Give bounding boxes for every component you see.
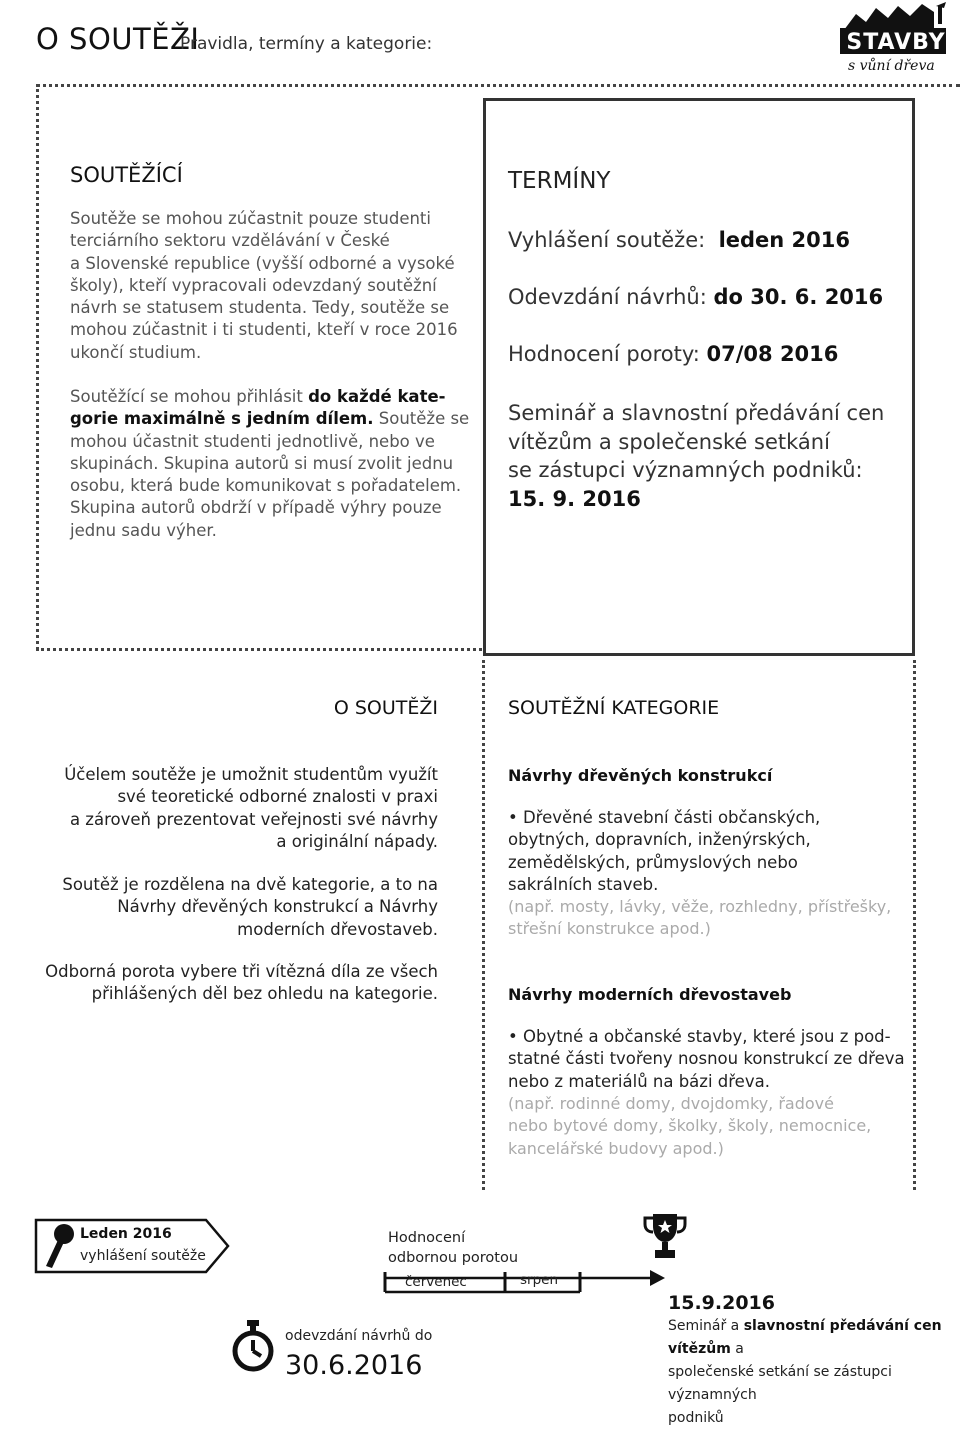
timeline-final-date: 15.9.2016 (668, 1292, 775, 1314)
soutezici-heading: SOUTĚŽÍCÍ (70, 163, 183, 187)
soutezici-paragraph-2: Soutěžící se mohou přihlásit do každé kate- gorie maximálně s jedním dílem. Soutěže se mohou účastnit studenti jednotlivě, nebo ve skupinách. Skupina autorů si musí zvolit jednu osobu, která bude komunikovat s pořadatelem. Skupina autorů obdrží v případě výhry pouze jednu sadu výher. (70, 387, 470, 540)
timeline-deadline-date: 30.6.2016 (285, 1350, 423, 1381)
category-1-title: Návrhy dřevěných konstrukcí (508, 766, 773, 785)
soutezici-paragraph-1: Soutěže se mohou zúčastnit pouze studenti terciárního sektoru vzdělávání v České a Slovenské republice (vyšší odborné a vysoké školy), kteří vypracovali odevzdaný soutěžní návrh se statusem studenta. Tedy, soutěže se mohou zúčastnit i ti studenti, kteří v roce 2016 ukončí studium. (70, 209, 458, 362)
timeline-deadline-label: odevzdání návrhů do (285, 1328, 433, 1344)
category-1-text: • Dřevěné stavební části občanských, obytných, dopravních, inženýrských, zemědělských, průmyslových nebo sakrálních staveb. (508, 808, 821, 894)
timeline-arrowhead (650, 1270, 665, 1286)
page-subtitle: Pravidla, termíny a kategorie: (180, 34, 433, 54)
dotted-divider-right (913, 660, 916, 1190)
timeline-final-text: Seminář a slavnostní předávání cen vítězům a společenské setkání se zástupci významných podniků (668, 1318, 942, 1426)
category-2-title: Návrhy moderních dřevostaveb (508, 985, 792, 1004)
terminy-heading: TERMÍNY (508, 168, 611, 194)
microphone-icon (40, 1222, 76, 1274)
kategorie-heading: SOUTĚŽNÍ KATEGORIE (508, 697, 720, 719)
category-2-text: • Obytné a občanské stavby, které jsou z pod- statné části tvořeny nosnou konstrukcí ze dřeva nebo z materiálů na bázi dřeva. (508, 1027, 905, 1091)
dotted-divider-mid (36, 648, 482, 651)
dotted-divider-left (36, 84, 39, 650)
logo-word: STAVBY (846, 30, 946, 55)
o-soutezi-paragraph-1: Účelem soutěže je umožnit studentům využít své teoretické odborné znalosti v praxi a zároveň prezentovat veřejnosti své návrhy a originální nápady. (64, 765, 438, 851)
dotted-divider-center (482, 660, 485, 1190)
o-soutezi-paragraph-3: Odborná porota vybere tři vítězná díla ze všech přihlášených děl bez ohledu na kategorie. (45, 962, 438, 1004)
timeline-jury-label: Hodnocení odbornou porotou (388, 1230, 519, 1266)
terminy-odevzdani: Odevzdání návrhů: do 30. 6. 2016 (508, 285, 884, 309)
dotted-divider-top (36, 84, 960, 87)
o-soutezi-heading: O SOUTĚŽI (333, 697, 438, 719)
timeline-start-sub: vyhlášení soutěže (80, 1248, 206, 1264)
timeline-start-title: Leden 2016 (80, 1226, 172, 1242)
timeline-month-august: srpen (520, 1272, 559, 1288)
o-soutezi-paragraph-2: Soutěž je rozdělena na dvě kategorie, a to na Návrhy dřevěných konstrukcí a Návrhy moderních dřevostaveb. (62, 875, 438, 939)
category-1-note: (např. mosty, lávky, věže, rozhledny, přístřešky, střešní konstrukce apod.) (508, 897, 892, 939)
stavby-logo (836, 0, 954, 82)
stopwatch-icon (230, 1318, 276, 1378)
page-title: O SOUTĚŽI (36, 22, 200, 56)
terminy-hodnoceni: Hodnocení poroty: 07/08 2016 (508, 342, 839, 366)
terminy-vyhlaseni: Vyhlášení soutěže: leden 2016 (508, 228, 850, 252)
category-2-note: (např. rodinné domy, dvojdomky, řadové nebo bytové domy, školky, školy, nemocnice, kancelářské budovy apod.) (508, 1094, 872, 1158)
logo-tagline: s vůní dřeva (848, 58, 935, 74)
timeline-month-july: červenec (405, 1274, 467, 1290)
terminy-seminar: Seminář a slavnostní předávání cen vítězům a společenské setkání se zástupci významných podniků: 15. 9. 2016 (508, 401, 885, 511)
trophy-icon (643, 1212, 687, 1266)
